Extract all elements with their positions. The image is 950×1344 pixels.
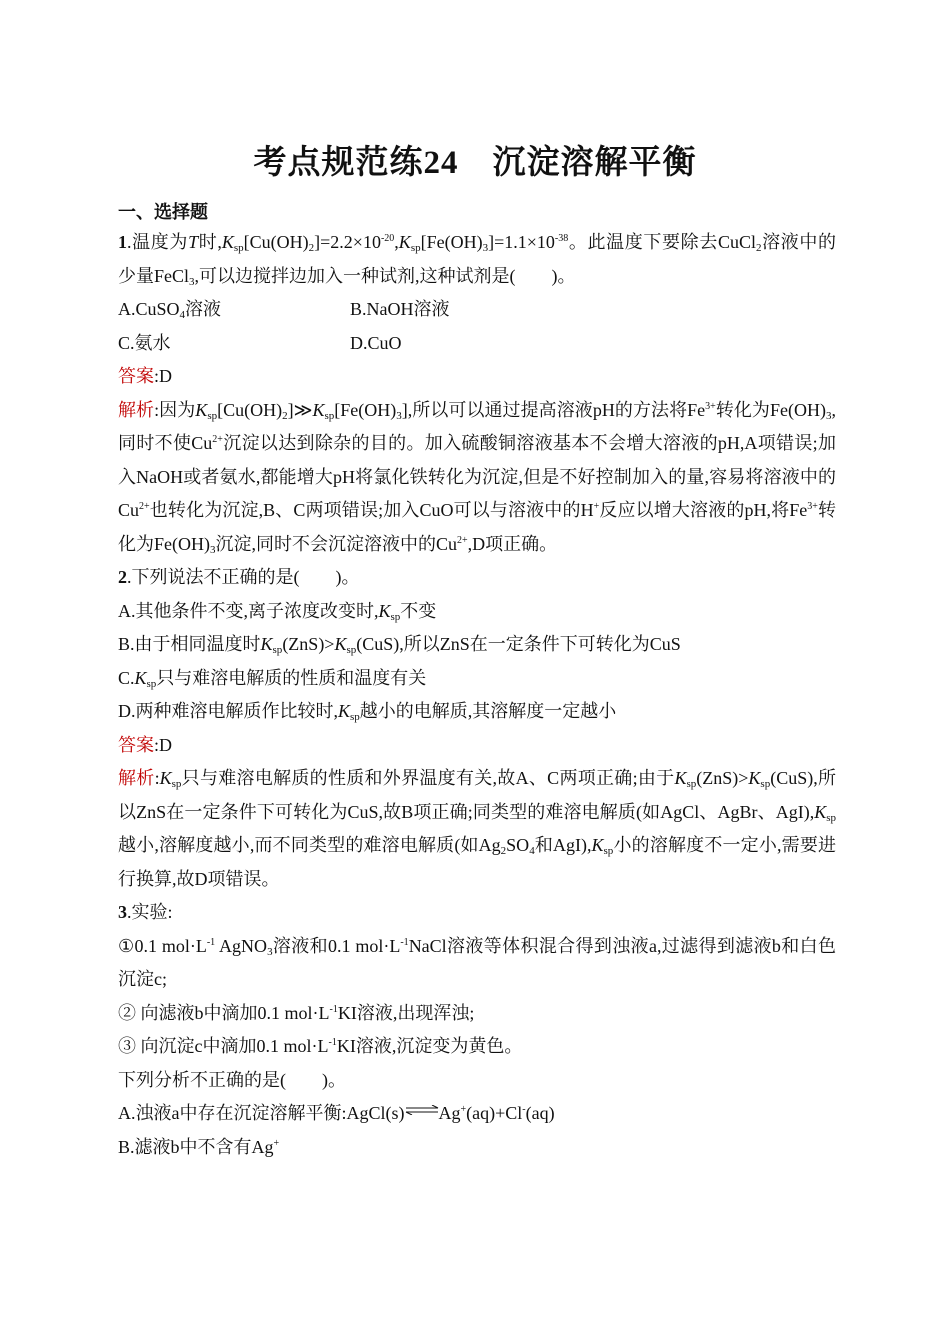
question-1-options-row2 (118, 327, 836, 361)
content-body (118, 226, 836, 1164)
option-c: C.氨水 (118, 332, 171, 353)
question-3-step-2: ② 向滤液b中滴加0.1 $mol\cdot L^{-1}KI$溶液,出现浑浊; (118, 1002, 475, 1023)
equilibrium-arrow-icon (405, 1105, 439, 1115)
question-1-answer: 答案:D (118, 366, 172, 386)
question-2-option-c: $C.K_{sp}$只与难溶电解质的性质和温度有关 (118, 667, 427, 690)
question-3-option-a: A.浊液a中存在沉淀溶解平衡:AgCl(s) Ag+(aq)+Cl-(aq) (118, 1103, 555, 1123)
option-a: A.CuSO$_4$溶液 (118, 299, 222, 321)
question-3-step-1: ①0.1 $mol\cdot L^{-1}$ AgNO$_3$溶液和0.1 $mol\cdot L^{-1}NaCl$溶液等体积混合得到浊液a,过滤得到滤液b和白色沉淀c; (118, 935, 836, 989)
section-heading: 一、选择题 (118, 202, 208, 222)
option-d: D.CuO (350, 332, 402, 353)
question-2-option-b: B.由于相同温度时$K_{sp}(ZnS)>K_{sp}(CuS)$,所以ZnS在一定条件下可转化为CuS (118, 634, 681, 656)
question-3-ask: 下列分析不正确的是( )。 (118, 1069, 346, 1090)
option-b: B.NaOH溶液 (350, 299, 450, 319)
question-2-stem: 2.下列说法不正确的是( )。 (118, 567, 360, 587)
question-2-option-a: A.其他条件不变,离子浓度改变时$,K_{sp}$不变 (118, 600, 437, 623)
question-1-explanation: 解析:因为$K_{sp}[Cu(OH)_2]≫K_{sp}[Fe(OH)_3]$,所以可以通过提高溶液pH的方法将$Fe^{3+}$转化为$Fe(OH)_3$,同时不使$Cu^{2+}$沉淀以达到除杂的目的。加入硫酸铜溶液基本不会增大溶液的pH,A项错误;加入NaOH或者氨水,都能增大pH将氯化铁转化为沉淀,但是不好控制加入的量,容易将溶液中的$Cu^{2+}$也转化为沉淀,B、C两项错误;加入CuO可以与溶液中的H+反应以增大溶液的pH,将$Fe^{3+}$转化为$Fe(OH)_3$沉淀,同时不会沉淀溶液中的$Cu^{2+},D$项正确。 (118, 399, 837, 556)
page-title: 考点规范练24 沉淀溶解平衡 (253, 145, 697, 181)
question-1-options-row1 (118, 293, 836, 327)
question-3-step-3: ③ 向沉淀c中滴加0.1 $mol\cdot L^{-1}KI$溶液,沉淀变为黄色。 (118, 1036, 523, 1056)
question-2-option-d: D.两种难溶电解质作比较时$,K_{sp}$越小的电解质,其溶解度一定越小 (118, 701, 617, 723)
question-2-explanation: 解析$:K_{sp}$只与难溶电解质的性质和外界温度有关,故A、C两项正确;由于$K_{sp}(ZnS)>K_{sp}(CuS)$,所以ZnS在一定条件下可转化为CuS,故B项正确;同类型的难溶电解质(如AgCl、AgBr、$AgI),K_{sp}$越小,溶解度越小,而不同类型的难溶电解质(如$Ag_2SO_4$和$AgI),K_{sp}$小的溶解度不一定小,需要进行换算,故D项错误。 (118, 768, 836, 889)
question-2-answer: 答案:D (118, 734, 172, 755)
question-3-option-b: B.滤液b中不含有Ag+ (118, 1136, 280, 1157)
question-3-stem: 3.实验: (118, 902, 173, 922)
question-1-stem: 1.温度为T时$,K_{sp}[Cu(OH)_2]=2.2\times 10^{-20},K_{sp}[Fe(OH)_3]=1.1\times 10^{-38}$。此温度下要除去CuCl$_2$溶液中的少量FeCl$_3$,可以边搅拌边加入一种试剂,这种试剂是( )。 (118, 232, 837, 288)
